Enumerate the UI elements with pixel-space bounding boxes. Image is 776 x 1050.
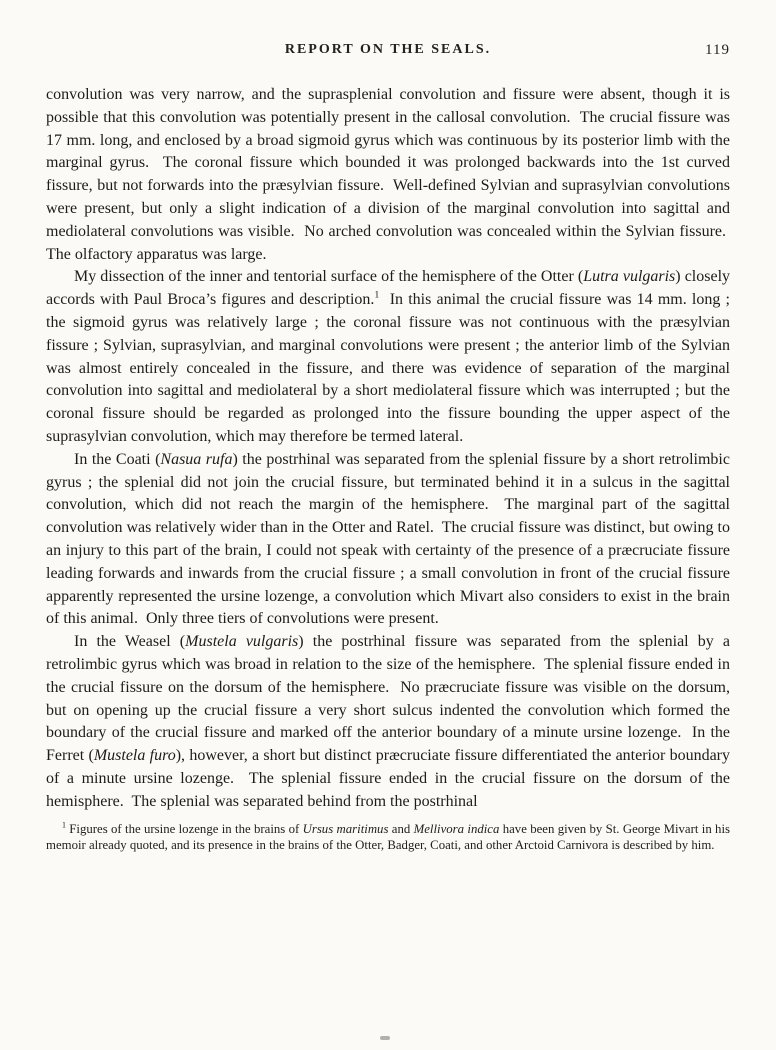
text-segment: ) the postrhinal was separated from the splenial fissure by a short retrolimbic gyrus ; the splenial did not join the crucial fissure, but terminated behind it in a sulcus in the sagittal convolution, which did not reach the margin of the hemisphere. The marginal part of the sagittal convolution was relatively wider than in the Otter and Ratel. The crucial fissure was distinct, but owing to an injury to this part of the brain, I could not speak with certainty of the presence of a præcruciate fissure leading forwards and inwards from the crucial fissure ; a small convolution in front of the crucial fissure apparently represented the ursine lozenge, a convolution which Mivart also considers to exist in the brain of this animal. Only three tiers of convolutions were present.	[46, 450, 730, 628]
footnote	[46, 821, 730, 854]
text-segment: My dissection of the inner and tentorial surface of the hemisphere of the Otter (	[74, 268, 584, 286]
footnote-text	[46, 821, 730, 854]
species-name: Mustela furo	[93, 747, 176, 765]
text-segment: ), however, a short but distinct præcruciate fissure differentiated the anterior boundary of a minute ursine lozenge. The splenial fissure ended in the crucial fissure on the dorsum of the hemisphere. The splenial was separated behind from the postrhinal	[46, 747, 731, 810]
running-header-title: REPORT ON THE SEALS.	[284, 42, 492, 57]
footnote-reference: 1	[62, 820, 66, 830]
body-text	[46, 84, 730, 814]
species-name: Mustela vulgaris	[185, 633, 299, 651]
paragraph	[46, 266, 730, 448]
paragraph	[46, 631, 730, 813]
text-segment: In this animal the crucial fissure was 14 mm. long ; the sigmoid gyrus was relatively large ; the coronal fissure was not continuous with the præsylvian fissure ; Sylvian, suprasylvian, and marginal convolutions were present ; the anterior limb of the Sylvian was almost entirely concealed in the fissure, and there was evidence of separation of the marginal convolution into sagittal and mediolateral by a short mediolateral fissure which was interrupted ; but the coronal fissure should be regarded as prolonged into the fissure bounding the upper aspect of the suprasylvian convolution, which may therefore be termed lateral.	[46, 291, 731, 445]
footnote-reference: 1	[374, 289, 380, 301]
paragraph	[46, 449, 730, 631]
page-number: 119	[705, 42, 730, 58]
species-name: Mellivora indica	[413, 821, 500, 836]
text-segment: have been given by St. George Mivart in his memoir already quoted, and its presence in the brains of the Otter, Badger, Coati, and other Arctoid Carnivora is described by him.	[46, 821, 730, 852]
text-segment: In the Weasel (	[74, 633, 186, 651]
text-segment: ) the postrhinal fissure was separated from the splenial by a retrolimbic gyrus which was broad in relation to the size of the hemisphere. The splenial fissure ended in the crucial fissure on the dorsum of the hemisphere. No præcruciate fissure was visible on the dorsum, but on opening up the crucial fissure a very short sulcus indented the convolution which formed the boundary of the crucial fissure and marked off the anterior boundary of a minute ursine lozenge. In the Ferret (	[46, 633, 731, 765]
text-segment: In the Coati (	[74, 450, 161, 468]
paragraph	[46, 84, 730, 266]
text-segment: Figures of the ursine lozenge in the brains of	[65, 821, 303, 836]
printers-mark	[380, 1036, 390, 1040]
species-name: Lutra vulgaris	[583, 268, 676, 286]
text-segment: and	[388, 821, 414, 836]
text-segment: ) closely accords with Paul Broca’s figures and description.	[46, 268, 731, 309]
species-name: Nasua rufa	[160, 450, 233, 468]
page-header	[46, 42, 730, 62]
species-name: Ursus maritimus	[302, 821, 389, 836]
text-segment: convolution was very narrow, and the suprasplenial convolution and fissure were absent, though it is possible that this convolution was potentially present in the callosal convolution. The crucial fissure was 17 mm. long, and enclosed by a broad sigmoid gyrus which was continuous by its posterior limb with the marginal gyrus. The coronal fissure which bounded it was prolonged backwards into the 1st curved fissure, but not forwards into the præsylvian fissure. Well-defined Sylvian and suprasylvian convolutions were present, but only a slight indication of a division of the marginal convolution into sagittal and mediolateral convolutions was visible. No arched convolution was concealed within the Sylvian fissure. The olfactory apparatus was large.	[46, 86, 730, 263]
